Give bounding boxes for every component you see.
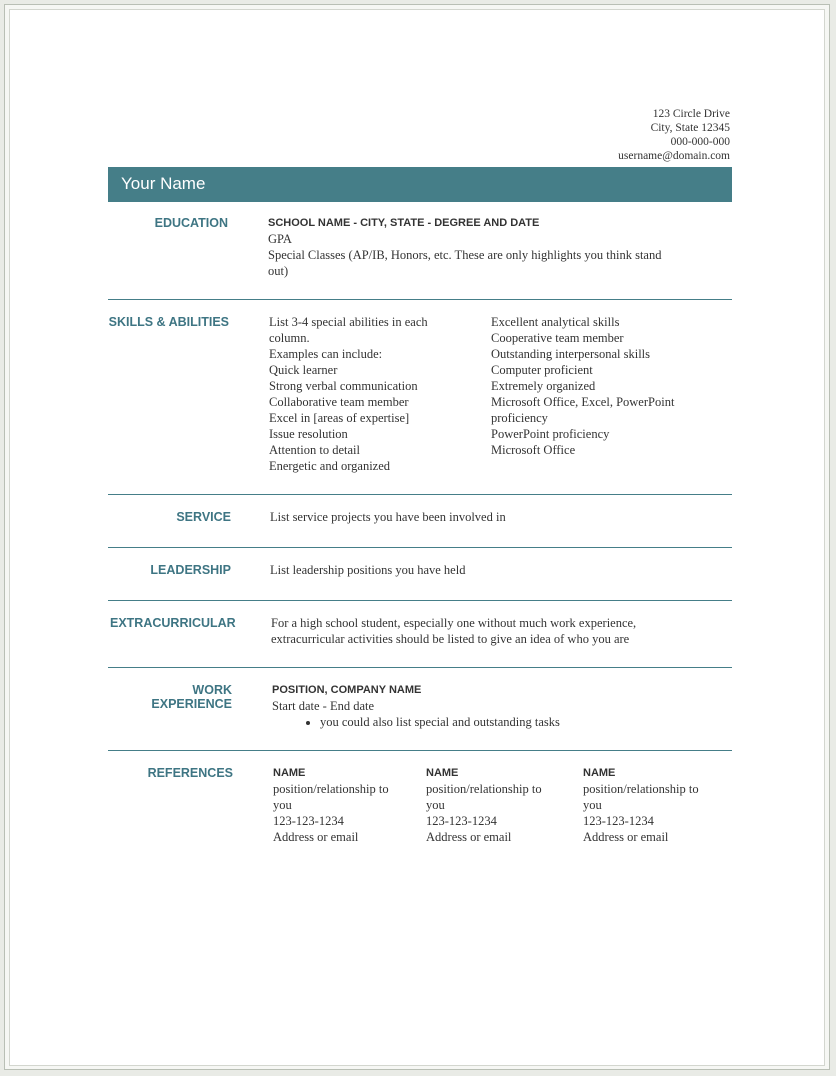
reference-relationship-cont: you <box>273 798 292 812</box>
section-divider <box>108 299 732 300</box>
skill-item: Energetic and organized <box>269 459 391 473</box>
work-heading: POSITION, COMPANY NAME <box>272 684 422 696</box>
reference-address: Address or email <box>583 830 669 844</box>
skills-column-2 <box>491 314 726 458</box>
skill-item: Cooperative team member <box>491 331 624 345</box>
reference-phone: 123-123-1234 <box>426 814 497 828</box>
reference-address: Address or email <box>426 830 512 844</box>
education-classes-line1: Special Classes (AP/IB, Honors, etc. These are only highlights you think stand <box>268 248 662 262</box>
reference-3 <box>583 765 733 845</box>
reference-relationship-cont: you <box>583 798 602 812</box>
skill-item: Collaborative team member <box>269 395 409 409</box>
contact-address: 123 Circle Drive <box>652 108 730 120</box>
skill-item: Outstanding interpersonal skills <box>491 347 651 361</box>
skills-column-1 <box>269 314 484 474</box>
extracurricular-content <box>271 615 726 647</box>
skill-item: Excel in [areas of expertise] <box>269 411 410 425</box>
name-banner <box>108 167 732 202</box>
skill-item: Attention to detail <box>269 443 360 457</box>
education-heading: SCHOOL NAME - CITY, STATE - DEGREE AND DATE <box>268 217 540 229</box>
skill-item: Quick learner <box>269 363 338 377</box>
service-label: SERVICE <box>176 510 231 524</box>
extracurricular-line1: For a high school student, especially one without much work experience, <box>271 616 637 630</box>
section-divider <box>108 494 732 495</box>
skill-item: PowerPoint proficiency <box>491 427 610 441</box>
work-task-list <box>272 714 727 730</box>
leadership-text: List leadership positions you have held <box>270 563 466 577</box>
contact-city: City, State 12345 <box>650 122 730 134</box>
reference-phone: 123-123-1234 <box>273 814 344 828</box>
reference-name: NAME <box>273 767 306 779</box>
section-divider <box>108 750 732 751</box>
contact-email: username@domain.com <box>618 150 730 162</box>
section-divider <box>108 600 732 601</box>
education-content <box>268 215 728 279</box>
reference-name: NAME <box>426 767 459 779</box>
reference-1 <box>273 765 423 845</box>
reference-2 <box>426 765 576 845</box>
reference-phone: 123-123-1234 <box>583 814 654 828</box>
work-content <box>272 682 727 730</box>
education-classes-line2: out) <box>268 264 289 278</box>
resume-name: Your Name <box>121 174 206 193</box>
reference-relationship: position/relationship to <box>426 782 542 796</box>
extracurricular-label: EXTRACURRICULAR <box>110 616 236 630</box>
reference-relationship: position/relationship to <box>583 782 699 796</box>
reference-relationship-cont: you <box>426 798 445 812</box>
skill-item: Excellent analytical skills <box>491 315 620 329</box>
skill-item: Microsoft Office, Excel, PowerPoint <box>491 395 675 409</box>
skill-item: Issue resolution <box>269 427 348 441</box>
service-text: List service projects you have been involved in <box>270 510 506 524</box>
skill-item: column. <box>269 331 310 345</box>
work-experience-label: WORK EXPERIENCE <box>151 683 232 711</box>
skill-item: Strong verbal communication <box>269 379 418 393</box>
contact-block <box>618 107 730 163</box>
extracurricular-line2: extracurricular activities should be listed to give an idea of who you are <box>271 632 630 646</box>
education-label: EDUCATION <box>154 216 228 230</box>
skill-item: Computer proficient <box>491 363 593 377</box>
skill-item: Examples can include: <box>269 347 383 361</box>
reference-address: Address or email <box>273 830 359 844</box>
skills-label: SKILLS & ABILITIES <box>108 315 229 329</box>
contact-phone: 000-000-000 <box>670 136 730 148</box>
skill-item: Extremely organized <box>491 379 596 393</box>
references-label: REFERENCES <box>147 766 233 780</box>
section-divider <box>108 547 732 548</box>
skill-item: proficiency <box>491 411 548 425</box>
section-divider <box>108 667 732 668</box>
skill-item: List 3-4 special abilities in each <box>269 315 428 329</box>
reference-name: NAME <box>583 767 616 779</box>
work-task-item: • you could also list special and outstanding tasks <box>320 714 727 730</box>
leadership-label: LEADERSHIP <box>150 563 231 577</box>
education-gpa: GPA <box>268 232 292 246</box>
reference-relationship: position/relationship to <box>273 782 389 796</box>
work-dates: Start date - End date <box>272 699 375 713</box>
skill-item: Microsoft Office <box>491 443 576 457</box>
